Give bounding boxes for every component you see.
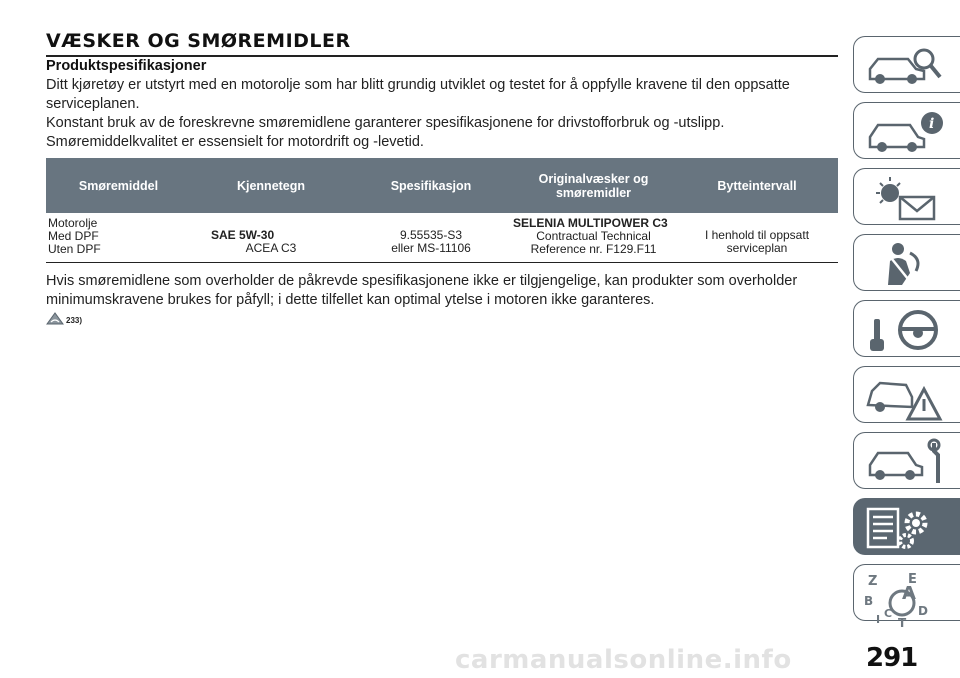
cell-change-interval [676, 213, 838, 263]
product-name: SELENIA MULTIPOWER C3 [513, 216, 668, 230]
svg-text:i: i [929, 116, 935, 132]
svg-text:I: I [876, 613, 881, 626]
page-number: 291 [866, 643, 918, 673]
tab-warning-lights[interactable] [853, 168, 960, 225]
header-lubricant: Smøremiddel [46, 158, 191, 213]
svg-text:B: B [864, 594, 874, 608]
tab-emergency[interactable] [853, 366, 960, 423]
contract-reference: Contractual Technical Reference nr. F129.F11 [530, 229, 657, 256]
tab-car-search[interactable] [853, 36, 960, 93]
acea-class: ACEA C3 [245, 241, 297, 255]
paragraph-fallback: Hvis smøremidlene som overholder de påkrevde spesifikasjonene ikke er tilgjengelige, kan produkter som overholder minimumskravene brukes for påfyll; i dette tilfellet kan optimal ytelse i motoren ikke garanteres. [46, 273, 798, 308]
svg-text:E: E [908, 572, 917, 587]
interval-line: serviceplan [726, 241, 788, 255]
tab-maintenance[interactable] [853, 432, 960, 489]
svg-text:T: T [898, 616, 907, 629]
lubricant-line: Motorolje [48, 216, 98, 230]
header-change-interval: Bytteintervall [676, 158, 838, 213]
watermark: carmanualsonline.info [455, 645, 792, 675]
table-row [46, 213, 838, 263]
specs-gears-icon [862, 503, 952, 553]
warning-triangle-icon [46, 312, 64, 325]
car-wrench-icon [862, 437, 952, 487]
paragraph-intro: Ditt kjøretøy er utstyrt med en motorolje som har blitt grundig utviklet og testet for å oppfylle kravene til den oppsatte serviceplanen. [46, 77, 790, 112]
interval-line: I henhold til oppsatt [704, 228, 810, 242]
lubricant-line: Uten DPF [48, 242, 101, 256]
svg-text:A: A [902, 583, 916, 604]
svg-text:C: C [884, 607, 893, 620]
warning-light-mail-icon [862, 173, 952, 223]
header-characteristics: Kjennetegn [191, 158, 351, 213]
alphabet-index-icon [862, 569, 952, 629]
spec-line: eller MS-11106 [391, 241, 471, 255]
car-hazard-icon [862, 371, 952, 421]
table-header-row [46, 158, 838, 213]
tab-index[interactable] [853, 564, 960, 629]
header-original-fluids: Originalvæsker og smøremidler [511, 158, 676, 213]
spec-line: 9.55535-S3 [399, 228, 463, 242]
section-title: Produktspesifikasjoner [46, 58, 207, 74]
tab-car-info[interactable] [853, 102, 960, 159]
header-specification: Spesifikasjon [351, 158, 511, 213]
cell-original-fluids [511, 213, 676, 263]
svg-text:D: D [918, 604, 928, 618]
paragraph-constant-use: Konstant bruk av de foreskrevne smøremidlene garanterer spesifikasjonene for drivstofforbruk og -utslipp. Smøremiddelkvalitet er essensielt for motordrift og -levetid. [46, 115, 725, 150]
seatbelt-airbag-icon [862, 239, 952, 289]
warning-reference[interactable] [46, 312, 82, 325]
warning-ref-number: 233) [66, 316, 83, 325]
car-info-icon [862, 107, 952, 157]
key-steering-wheel-icon [862, 305, 952, 355]
cell-characteristics [191, 213, 351, 263]
cell-lubricant [46, 213, 191, 263]
chapter-title: VÆSKER OG SMØREMIDLER [46, 30, 838, 57]
car-search-icon [862, 41, 952, 91]
lubricant-line: Med DPF [48, 229, 99, 243]
cell-specification [351, 213, 511, 263]
viscosity-grade: SAE 5W-30 [211, 228, 275, 242]
tab-starting-driving[interactable] [853, 300, 960, 357]
tab-safety[interactable] [853, 234, 960, 291]
svg-text:Z: Z [868, 574, 878, 589]
tab-technical-specs[interactable] [853, 498, 960, 555]
lubricant-spec-table [46, 158, 838, 263]
